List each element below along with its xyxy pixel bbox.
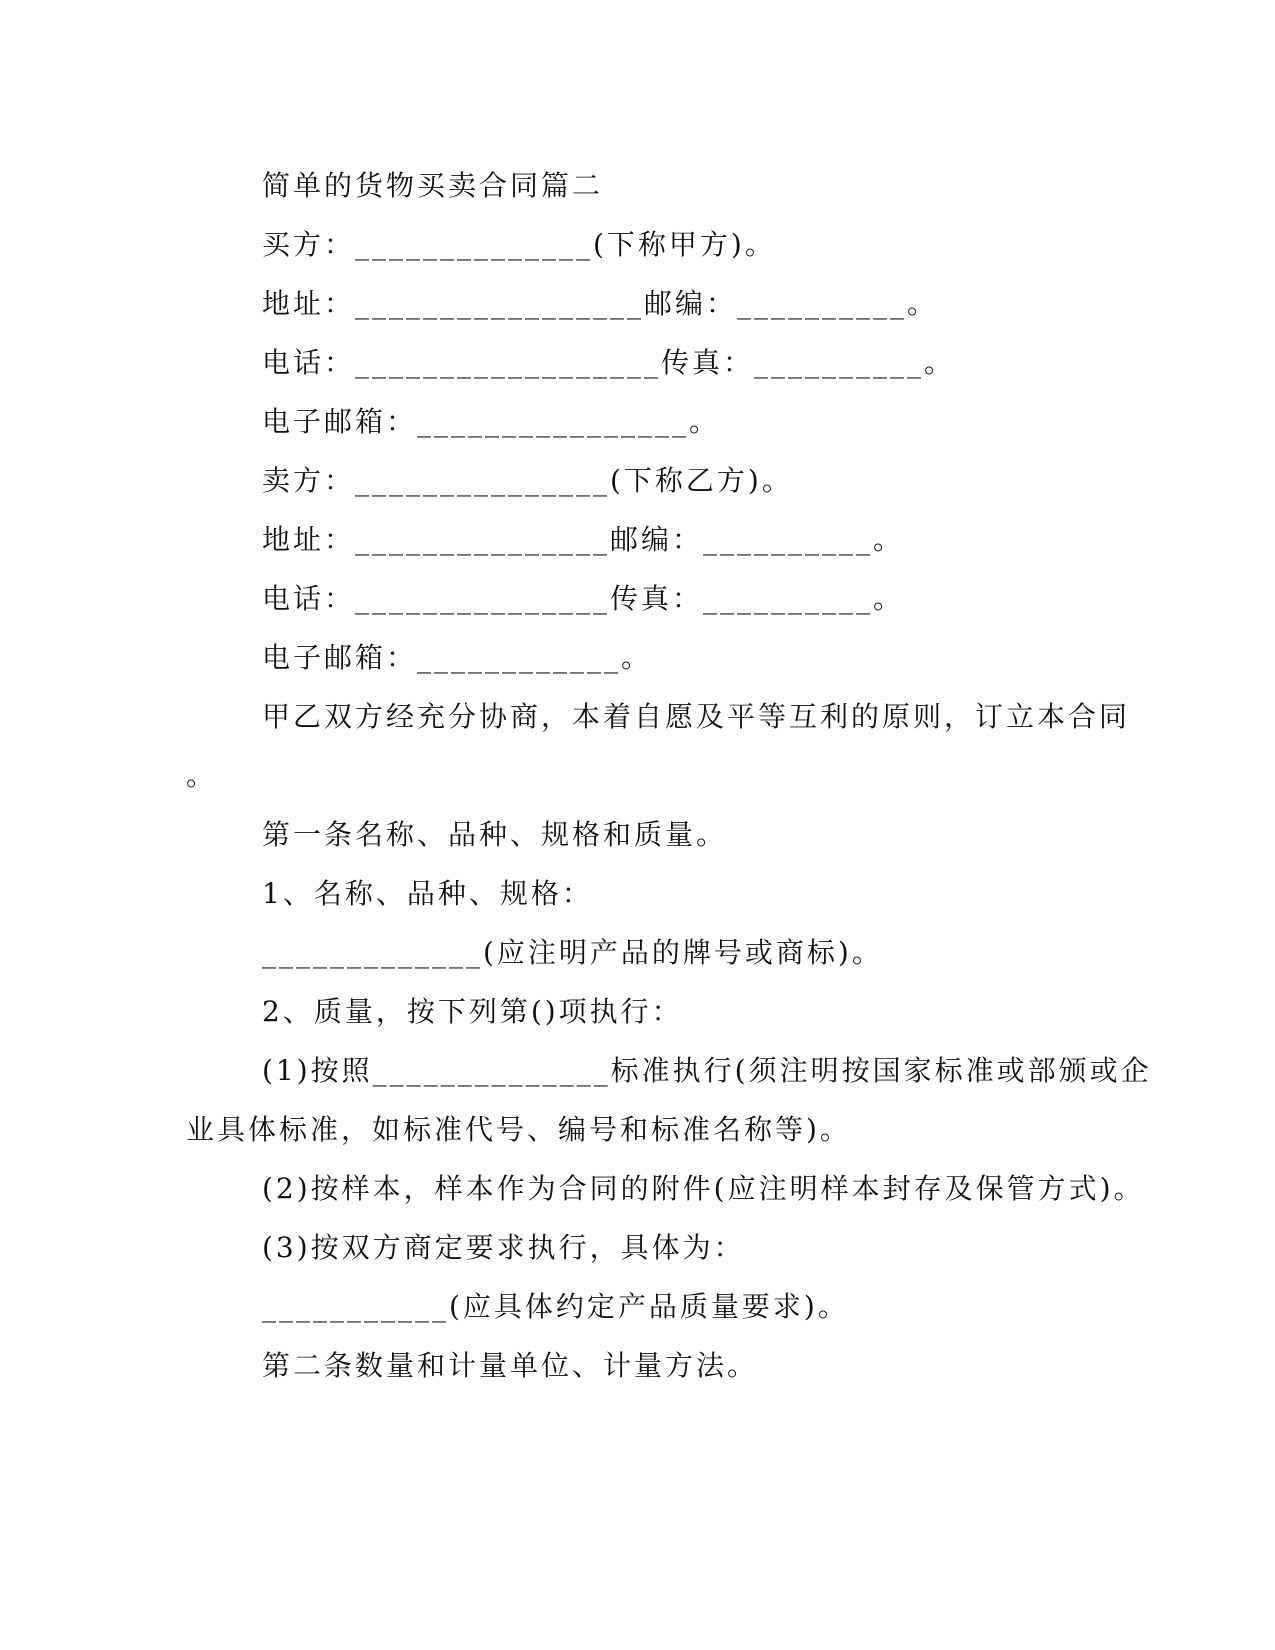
buyer-email-line: 电子邮箱：________________。 (262, 405, 721, 438)
quality-option-1: (1)按照______________标准执行(须注明按国家标准或部颁或企 (262, 1054, 1152, 1087)
quality-option-3: (3)按双方商定要求执行，具体为： (262, 1231, 745, 1264)
item-name-spec: 1、名称、品种、规格： (262, 877, 593, 910)
document-title: 简单的货物买卖合同篇二 (262, 169, 604, 202)
seller-phone-line: 电话：_______________传真：__________。 (262, 582, 905, 615)
article-two-heading: 第二条数量和计量单位、计量方法。 (262, 1349, 759, 1382)
seller-line: 卖方：_______________(下称乙方)。 (262, 464, 793, 497)
agreement-paragraph-end: 。 (186, 759, 218, 792)
article-one-heading: 第一条名称、品种、规格和质量。 (262, 818, 728, 851)
seller-email-line: 电子邮箱：____________。 (262, 641, 653, 674)
buyer-phone-line: 电话：__________________传真：__________。 (262, 346, 956, 379)
buyer-address-line: 地址：_________________邮编：__________。 (262, 287, 939, 320)
quality-option-2: (2)按样本，样本作为合同的附件(应注明样本封存及保管方式)。 (262, 1172, 1145, 1205)
quality-option-1-cont: 业具体标准，如标准代号、编号和标准名称等)。 (186, 1113, 851, 1146)
brand-blank-line: _____________(应注明产品的牌号或商标)。 (262, 936, 883, 969)
agreement-paragraph: 甲乙双方经充分协商，本着自愿及平等互利的原则，订立本合同 (262, 700, 1131, 733)
item-quality: 2、质量，按下列第()项执行： (262, 995, 683, 1028)
buyer-line: 买方：______________(下称甲方)。 (262, 228, 776, 261)
seller-address-line: 地址：_______________邮编：__________。 (262, 523, 905, 556)
quality-requirement-blank: ___________(应具体约定产品质量要求)。 (262, 1290, 849, 1323)
